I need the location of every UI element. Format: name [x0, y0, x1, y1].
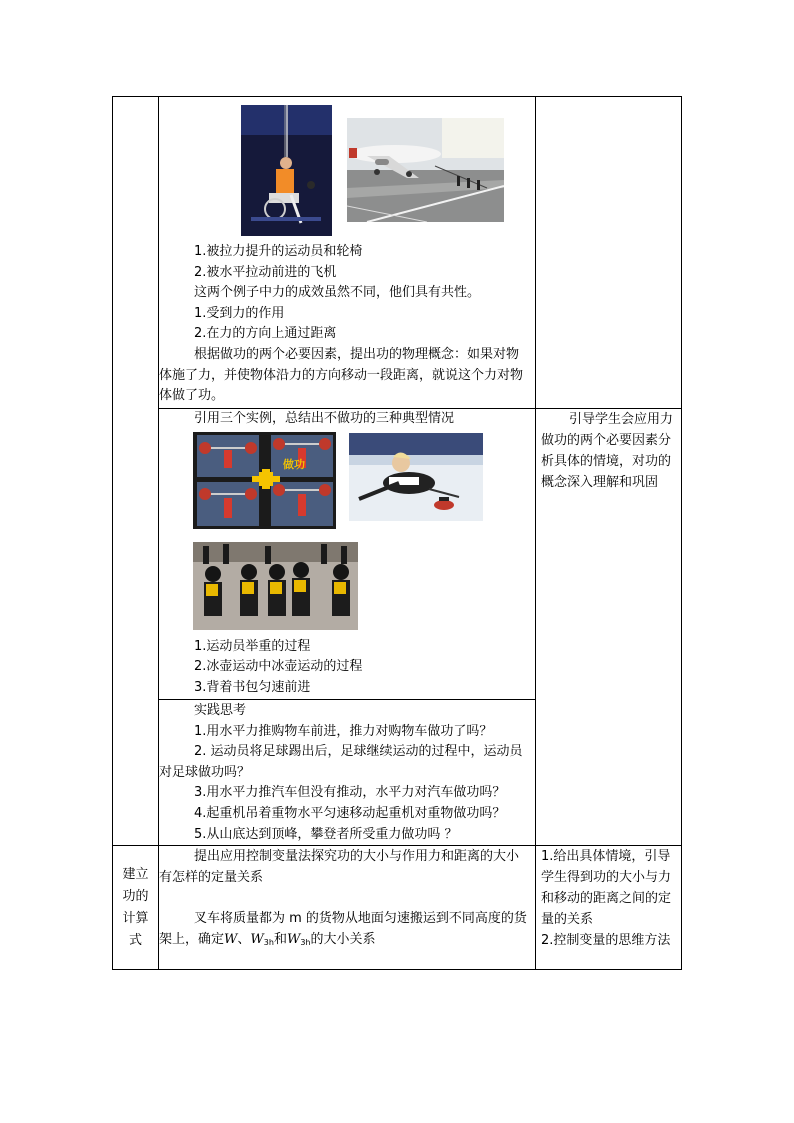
curling-photo [349, 433, 483, 521]
row-no-work-cases [113, 409, 682, 700]
subscript-2: 3h [263, 937, 274, 947]
side-note-control-variable: 2.控制变量的思维方法 [541, 933, 671, 949]
question-4: 4.起重机吊着重物水平匀速移动起重机对重物做功吗？ [194, 805, 506, 821]
work-symbol-w3: W [286, 931, 301, 947]
content-cell-no-work [159, 409, 536, 700]
forklift-text: 叉车将质量都为 m 的货物从地面匀速搬运到不同高度的货架上，确定 [159, 911, 527, 947]
factor-line-2: 2.在力的方向上通过距离 [194, 326, 337, 342]
row-work-concept [113, 97, 682, 409]
side-note-cell-empty [536, 97, 682, 409]
side-note-cell-no-work [536, 409, 682, 846]
side-note-apply-factors: 引导学生会应用力做功的两个必要因素分析具体的情境，对功的概念深入理解和巩固 [541, 412, 674, 490]
common-point-line: 这两个例子中力的成效虽然不同，他们具有共性。 [194, 285, 481, 301]
section-label-cell [113, 846, 159, 970]
case-line-3: 3.背着书包匀速前进 [194, 679, 311, 695]
does-work-label: 做功 [283, 457, 305, 471]
case-line-1: 1.运动员举重的过程 [194, 638, 311, 654]
subscript-3: 3h [300, 937, 311, 947]
forklift-text-end: 的大小关系 [310, 931, 376, 947]
row-work-formula [113, 846, 682, 970]
schoolchildren-photo [193, 542, 358, 630]
forklift-paragraph [159, 909, 535, 953]
side-note-cell-formula [536, 846, 682, 970]
section-label: 建立功的计算式 [122, 866, 149, 948]
example-line-1: 1.被拉力提升的运动员和轮椅 [194, 244, 363, 259]
separator-and: 和 [273, 931, 287, 947]
control-variable-paragraph: 提出应用控制变量法探究功的大小与作用力和距离的大小有怎样的定量关系 [159, 849, 520, 885]
practice-title: 实践思考 [194, 703, 247, 718]
lesson-plan-table [112, 96, 682, 970]
work-symbol-w2: W [250, 931, 264, 947]
content-cell-work-concept [159, 97, 536, 409]
question-2: 2. 运动员将足球踢出后，足球继续运动的过程中，运动员对足球做功吗？ [159, 744, 523, 780]
empty-label-cell [113, 97, 159, 846]
side-note-quantitative: 1.给出具体情境，引导学生得到功的大小与力和移动的距离之间的定量的关系 [541, 849, 672, 928]
question-5: 5.从山底达到顶峰，攀登者所受重力做功吗 ？ [194, 826, 458, 842]
no-work-intro: 引用三个实例，总结出不做功的三种典型情况 [194, 411, 455, 426]
question-3: 3.用水平力推汽车但没有推动，水平力对汽车做功吗？ [194, 785, 506, 801]
question-1: 1.用水平力推购物车前进，推力对购物车做功了吗？ [194, 723, 493, 739]
weightlifting-collage [193, 432, 336, 529]
separator-comma: 、 [237, 931, 251, 947]
content-cell-work-formula [159, 846, 536, 970]
airplane-pulling-photo [347, 118, 504, 222]
work-definition-paragraph: 根据做功的两个必要因素，提出功的物理概念：如果对物体施了力，并使物体沿力的方向移动一段距离，就说这个力对物体做了功。 [159, 346, 524, 404]
wheelchair-athlete-photo [241, 105, 332, 236]
factor-line-1: 1.受到力的作用 [194, 305, 285, 321]
example-line-2: 2.被水平拉动前进的飞机 [194, 264, 337, 280]
content-cell-practice [159, 700, 536, 846]
case-line-2: 2.冰壶运动中冰壶运动的过程 [194, 659, 363, 675]
work-symbol-w: W [224, 931, 238, 947]
